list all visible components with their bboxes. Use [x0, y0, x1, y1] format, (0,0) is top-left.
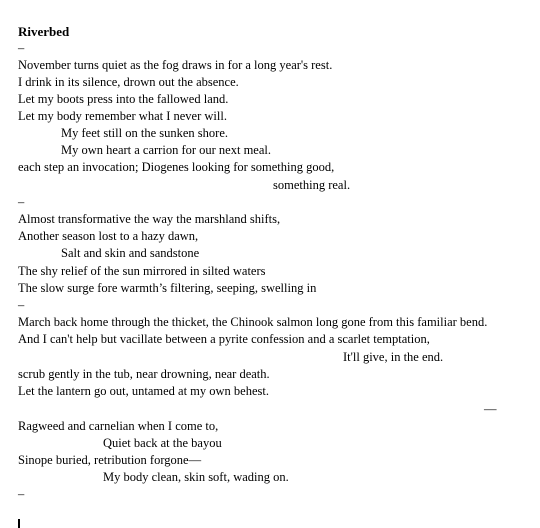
poem-line: The slow surge fore warmth’s filtering, seeping, swelling in: [18, 281, 317, 295]
poem-line: And I can't help but vacillate between a pyrite confession and a scarlet temptation,: [18, 332, 430, 346]
poem-line: Sinope buried, retribution forgone—: [18, 453, 202, 467]
section-dash: –: [18, 487, 25, 501]
poem-line-indented: My own heart a carrion for our next meal.: [61, 143, 271, 157]
section-dash: –: [18, 195, 25, 209]
poem-line: Almost transformative the way the marshland shifts,: [18, 212, 281, 226]
poem-line-indented: something real.: [273, 178, 351, 192]
poem-line-indented: Salt and skin and sandstone: [61, 246, 200, 260]
poem-line-indented: My body clean, skin soft, wading on.: [103, 470, 289, 484]
text-cursor[interactable]: [18, 519, 20, 528]
poem-line: each step an invocation; Diogenes looking for something good,: [18, 160, 335, 174]
poem-line-indented: My feet still on the sunken shore.: [61, 126, 228, 140]
section-dash: —: [484, 402, 497, 416]
poem-line: Let my boots press into the fallowed land.: [18, 92, 229, 106]
poem-line: Another season lost to a hazy dawn,: [18, 229, 199, 243]
poem-line: I drink in its silence, drown out the absence.: [18, 75, 239, 89]
poem-line-indented: It'll give, in the end.: [343, 350, 444, 364]
poem-title: Riverbed: [18, 24, 70, 39]
poem-line-indented: Quiet back at the bayou: [103, 436, 222, 450]
poem-line: scrub gently in the tub, near drowning, near death.: [18, 367, 270, 381]
poem-line: November turns quiet as the fog draws in for a long year's rest.: [18, 58, 333, 72]
poem-line: Let the lantern go out, untamed at my own behest.: [18, 384, 269, 398]
poem-line: March back home through the thicket, the Chinook salmon long gone from this familiar bend.: [18, 315, 488, 329]
section-dash: –: [18, 41, 25, 55]
poem-line: The shy relief of the sun mirrored in silted waters: [18, 264, 266, 278]
poem-line: Let my body remember what I never will.: [18, 109, 227, 123]
section-dash: –: [18, 298, 25, 312]
poem-line: Ragweed and carnelian when I come to,: [18, 419, 219, 433]
